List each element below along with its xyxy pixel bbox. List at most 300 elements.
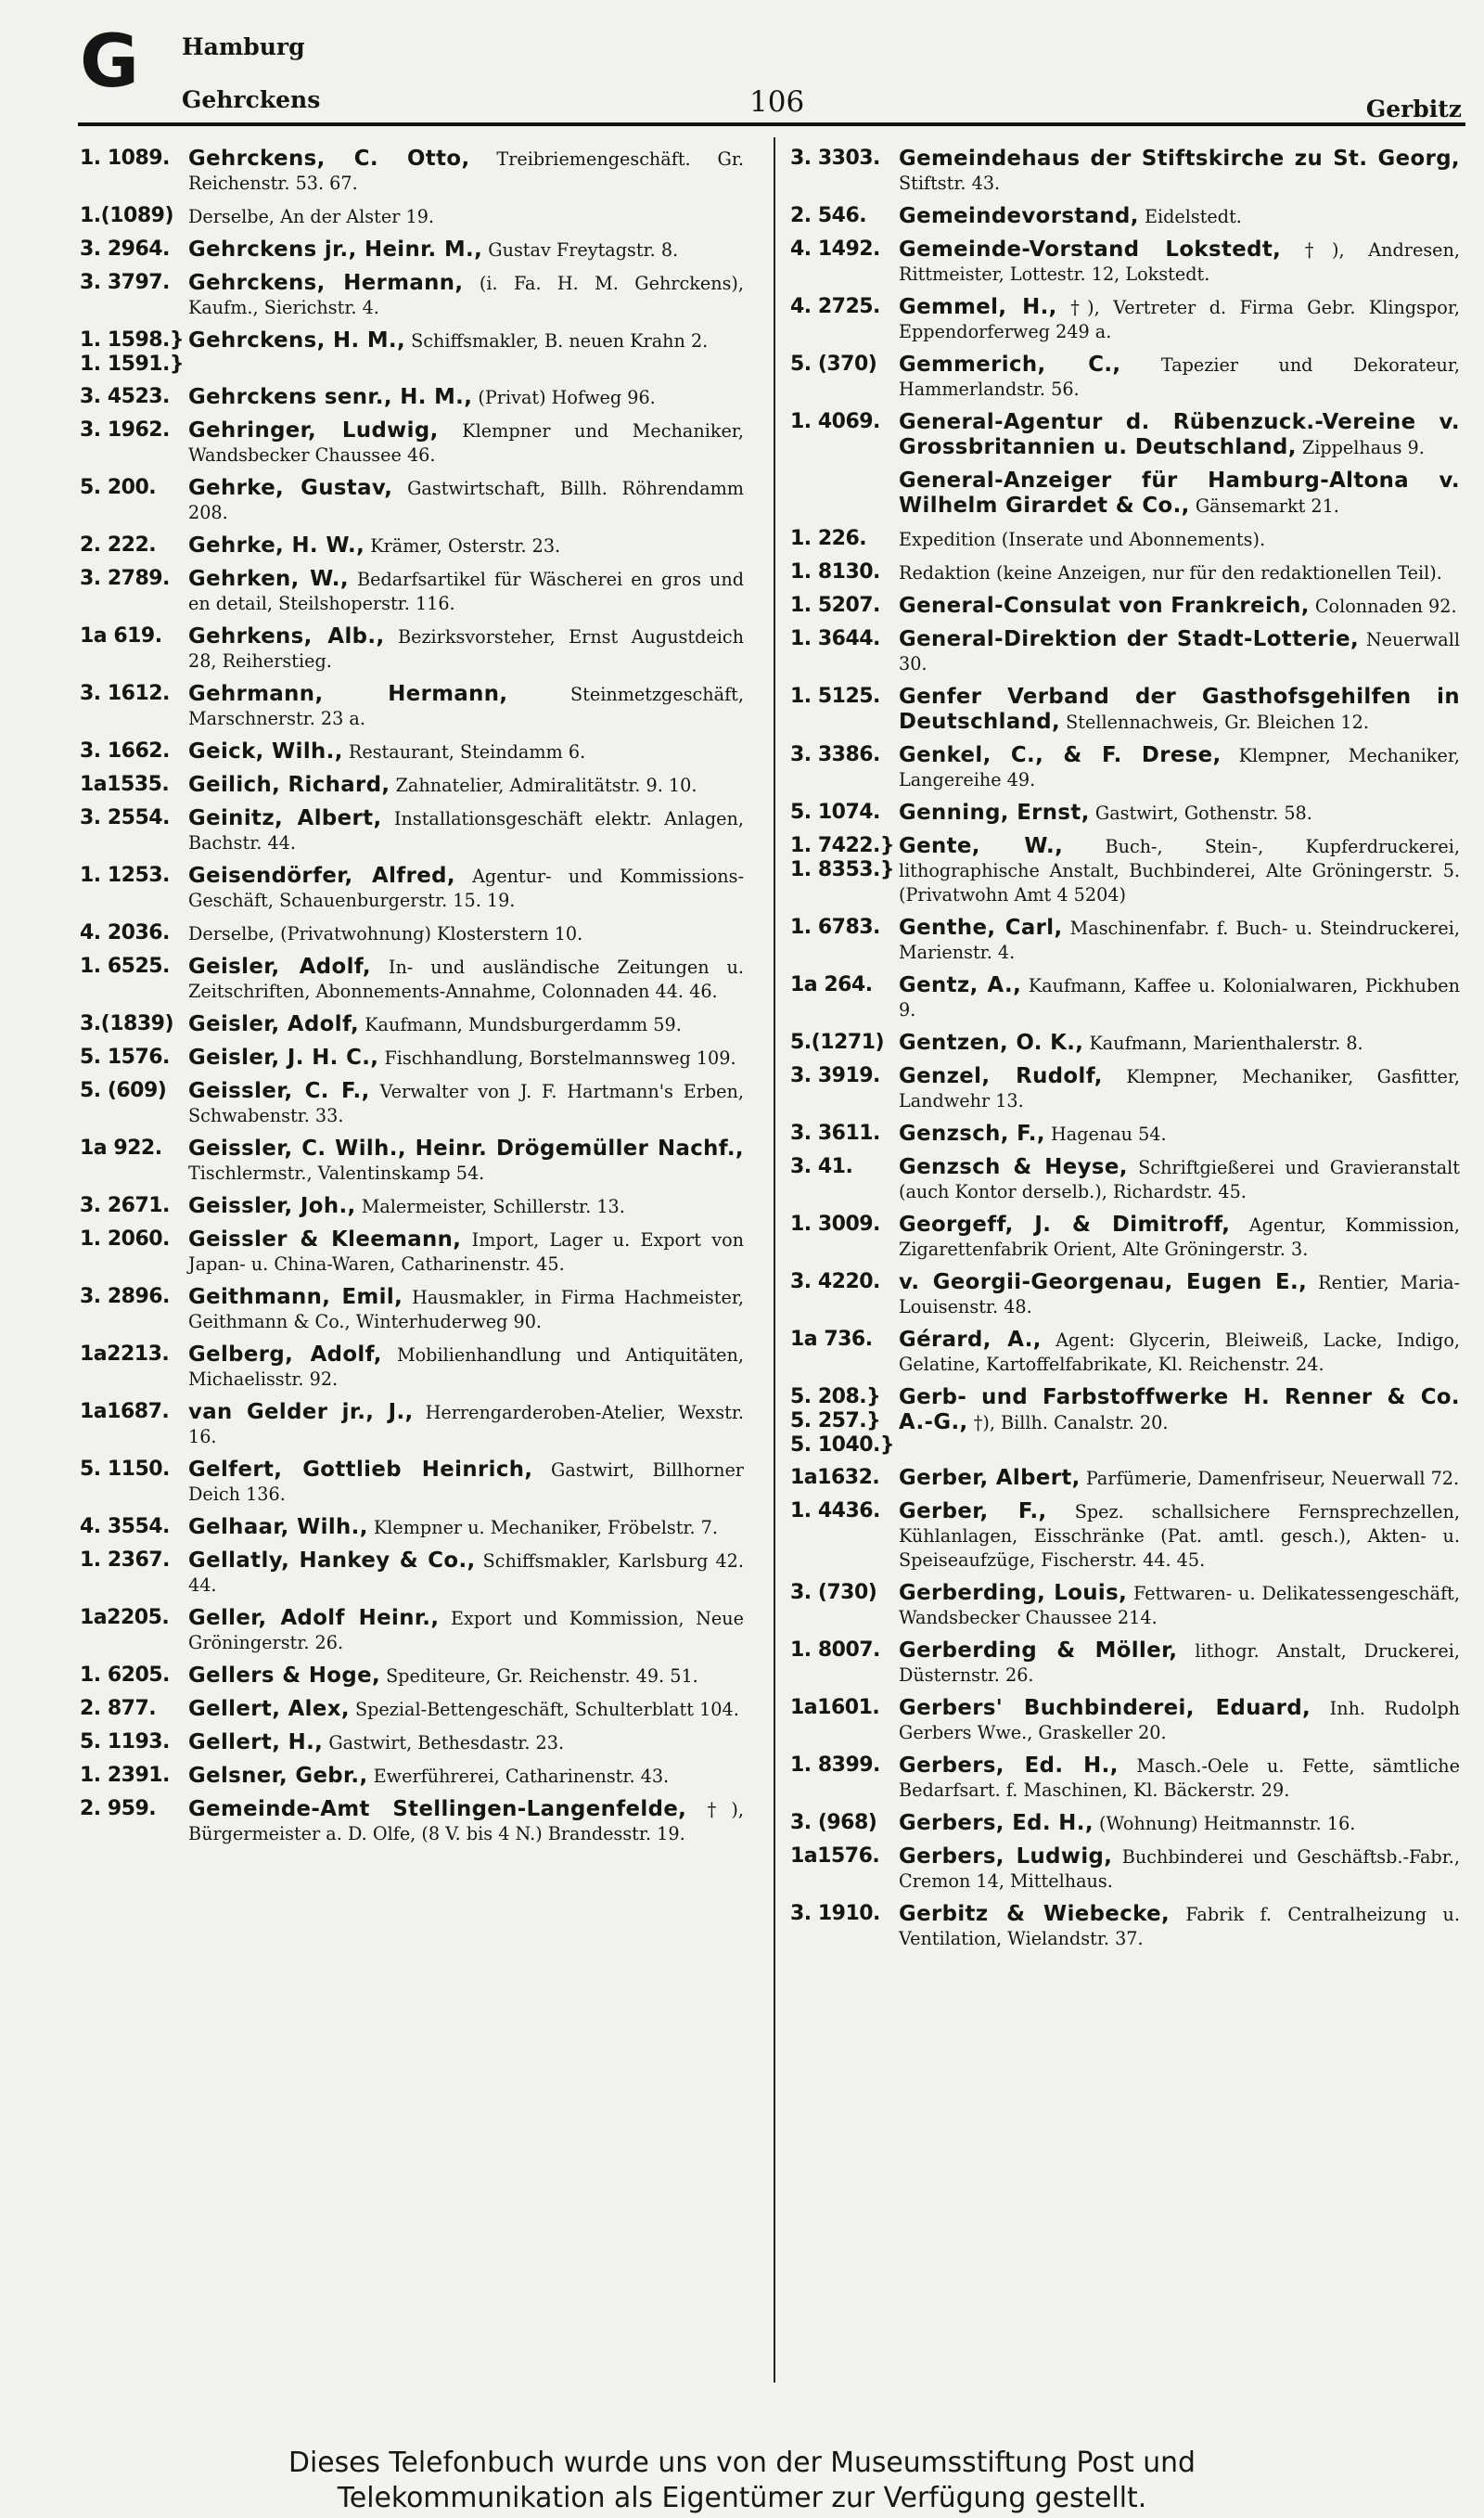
- entry-details: Gastwirt, Bethesdastr. 23.: [328, 1732, 565, 1754]
- directory-entry: [790, 1031, 1467, 1056]
- entry-details: Installationsgeschäft elektr. Anlagen, Bachstr. 44.: [188, 808, 744, 854]
- phone-number: 2. 959.: [80, 1797, 157, 1820]
- phone-number: 3. (968): [790, 1811, 877, 1834]
- entry-name: Geick, Wilh.,: [188, 739, 343, 764]
- entry-name: Gentzen, O. K.,: [899, 1031, 1084, 1055]
- phone-number: 1. 6205.: [80, 1664, 170, 1687]
- entry-name: Geilich, Richard,: [188, 773, 390, 797]
- directory-entry: [790, 1270, 1467, 1319]
- phone-number: 1. 5207.: [790, 594, 880, 617]
- directory-entry: [80, 1194, 751, 1219]
- directory-entry: [790, 1638, 1467, 1688]
- entry-name: Gerbitz & Wiebecke,: [899, 1902, 1171, 1926]
- directory-entry: [80, 1012, 751, 1037]
- entry-text: [899, 834, 1467, 907]
- entry-text: [899, 1638, 1467, 1688]
- entry-name: Genfer Verband der Gasthofsgehilfen in Deutschland,: [899, 685, 1460, 734]
- directory-entry: [80, 418, 751, 468]
- phone-number: 1a1576.: [790, 1844, 880, 1868]
- directory-entry: [790, 594, 1467, 619]
- entry-name: Genkel, C., & F. Drese,: [899, 743, 1222, 767]
- directory-entry: [790, 204, 1467, 229]
- entry-details: Spez. schallsichere Fernsprechzellen, Kühlanlagen, Eisschränke (Pat. amtl. gesch.), Akten- u. Speiseaufzüge, Fischerstr. 44. 45.: [899, 1501, 1460, 1571]
- entry-details: Klempner u. Mechaniker, Fröbelstr. 7.: [373, 1517, 718, 1538]
- directory-entry: [80, 1548, 751, 1598]
- phone-number: 5. (370): [790, 353, 877, 376]
- phone-number: 3.(1839): [80, 1012, 174, 1035]
- entry-text: [899, 627, 1467, 676]
- entry-name: Genzsch, F.,: [899, 1122, 1045, 1146]
- entry-details: Schriftgießerei und Gravieranstalt (auch Kontor derselb.), Richardstr. 45.: [899, 1157, 1461, 1202]
- entry-text: [899, 1696, 1467, 1745]
- directory-entry: [790, 685, 1467, 735]
- entry-details: Gastwirt, Gothenstr. 58.: [1094, 803, 1312, 824]
- entry-text: [188, 1012, 751, 1037]
- entry-details: Import, Lager u. Export von Japan- u. China-Waren, Catharinenstr. 45.: [188, 1229, 744, 1275]
- entry-details: Klempner, Mechaniker, Gasfitter, Landwehr 13.: [899, 1066, 1460, 1111]
- phone-number: 3. 2554.: [80, 806, 170, 829]
- entry-details: Masch.-Oele u. Fette, sämtliche Bedarfsart. f. Maschinen, Kl. Bäckerstr. 29.: [899, 1755, 1460, 1801]
- entry-text: [188, 1079, 751, 1128]
- phone-number: 1. 2367.: [80, 1548, 170, 1572]
- entry-details: Hausmakler, in Firma Hachmeister, Geithmann & Co., Winterhuderweg 90.: [188, 1287, 744, 1332]
- phone-number: 1. 4069.: [790, 410, 880, 433]
- phone-number: 1a 922.: [80, 1137, 162, 1160]
- entry-text: [188, 1400, 751, 1449]
- right-column: [790, 147, 1467, 2373]
- phone-number: 1. 1253.: [80, 864, 170, 887]
- entry-text: [188, 1664, 751, 1689]
- entry-details: (Wohnung) Heitmannstr. 16.: [1099, 1813, 1356, 1834]
- directory-entry: [790, 238, 1467, 287]
- entry-details: Rentier, Maria-Louisenstr. 48.: [899, 1272, 1460, 1317]
- directory-entry: [80, 1079, 751, 1128]
- entry-text: [188, 1046, 751, 1071]
- entry-text: [188, 1797, 751, 1846]
- entry-name: Geller, Adolf Heinr.,: [188, 1606, 440, 1630]
- phone-number: 3. (730): [790, 1581, 877, 1604]
- directory-entry: [790, 560, 1467, 585]
- directory-entry: [80, 1227, 751, 1277]
- entry-text: [899, 1754, 1467, 1803]
- entry-details: Verwalter von J. F. Hartmann's Erben, Schwabenstr. 33.: [188, 1081, 744, 1126]
- phone-number: 4. 2725.: [790, 295, 880, 318]
- entry-text: [899, 1270, 1467, 1319]
- entry-details: Kaufmann, Mundsburgerdamm 59.: [365, 1014, 682, 1035]
- entry-name: Gemeinde-Vorstand Lokstedt,: [899, 238, 1282, 262]
- entry-text: [188, 1730, 751, 1755]
- entry-details: Zahnatelier, Admiralitätstr. 9. 10.: [395, 775, 697, 796]
- entry-name: Gehringer, Ludwig,: [188, 418, 439, 443]
- entry-name: Gerbers, Ed. H.,: [899, 1811, 1094, 1835]
- entry-text: [899, 916, 1467, 965]
- directory-entry: [790, 801, 1467, 826]
- entry-details: Neuerwall 30.: [899, 629, 1460, 674]
- phone-number: 5. 1576.: [80, 1046, 170, 1069]
- entry-text: [899, 527, 1467, 552]
- left-column: [80, 147, 751, 2373]
- entry-details: Fischhandlung, Borstelmannsweg 109.: [384, 1047, 736, 1069]
- directory-entry: [80, 1458, 751, 1507]
- directory-entry: [80, 238, 751, 263]
- entry-name: Gehrckens, C. Otto,: [188, 147, 470, 171]
- directory-entry: [80, 773, 751, 798]
- entry-details: Expedition (Inserate und Abonnements).: [899, 529, 1266, 550]
- phone-number: 1. 2060.: [80, 1227, 170, 1251]
- entry-text: [188, 1697, 751, 1722]
- entry-name: Gehrckens, Hermann,: [188, 271, 464, 295]
- entry-text: [899, 1499, 1467, 1573]
- directory-entry: [790, 410, 1467, 460]
- city-heading: Hamburg: [182, 33, 305, 60]
- directory-entry: [80, 1400, 751, 1449]
- entry-name: Gelsner, Gebr.,: [188, 1764, 368, 1788]
- entry-details: Malermeister, Schillerstr. 13.: [361, 1196, 625, 1217]
- entry-details: Stiftstr. 43.: [899, 173, 1001, 194]
- entry-name: Gemmel, H.,: [899, 295, 1057, 319]
- entry-name: Gerbers' Buchbinderei, Eduard,: [899, 1696, 1311, 1720]
- phone-number: 1. 1598.} 1. 1591.}: [80, 328, 185, 376]
- directory-entry: [80, 1515, 751, 1540]
- entry-name: General-Consulat von Frankreich,: [899, 594, 1310, 618]
- entry-details: Agentur, Kommission, Zigarettenfabrik Orient, Alte Gröningerstr. 3.: [899, 1214, 1461, 1260]
- entry-name: Gellers & Hoge,: [188, 1664, 381, 1688]
- entry-text: [188, 1227, 751, 1277]
- directory-entry: [80, 921, 751, 946]
- phone-number: 3. 3611.: [790, 1122, 880, 1145]
- entry-name: Geissler, C. Wilh., Heinr. Drögemüller Nachf.,: [188, 1137, 744, 1161]
- directory-entry: [80, 476, 751, 525]
- entry-name: Gerberding, Louis,: [899, 1581, 1128, 1605]
- entry-name: Geithmann, Emil,: [188, 1285, 403, 1309]
- phone-number: 1a1687.: [80, 1400, 170, 1423]
- phone-number: 1a 619.: [80, 624, 162, 648]
- footer-notice: [0, 2438, 1484, 2518]
- phone-number: 3. 2789.: [80, 567, 170, 590]
- entry-name: General-Anzeiger für Hamburg-Altona v. Wilhelm Girardet & Co.,: [899, 469, 1460, 518]
- entry-details: Krämer, Osterstr. 23.: [370, 535, 561, 557]
- directory-entry: [790, 1754, 1467, 1803]
- directory-entry: [80, 1285, 751, 1334]
- entry-details: Mobilienhandlung und Antiquitäten, Michaelisstr. 92.: [188, 1344, 744, 1390]
- entry-name: Geisler, Adolf,: [188, 1012, 360, 1036]
- directory-entry: [80, 204, 751, 229]
- directory-entry: [80, 682, 751, 731]
- phone-number: 3. 3797.: [80, 271, 170, 294]
- entry-name: van Gelder jr., J.,: [188, 1400, 414, 1424]
- directory-entry: [790, 1155, 1467, 1204]
- entry-name: Gemmerich, C.,: [899, 353, 1121, 377]
- directory-entry: [790, 353, 1467, 402]
- entry-text: [899, 801, 1467, 826]
- entry-name: Gehrckens jr., Heinr. M.,: [188, 238, 483, 262]
- entry-details: Stellennachweis, Gr. Bleichen 12.: [1066, 712, 1369, 733]
- phone-number: 1. 5125.: [790, 685, 880, 708]
- phone-number: 5. 208.} 5. 257.} 5. 1040.}: [790, 1385, 895, 1457]
- phone-number: 1a 736.: [790, 1328, 873, 1351]
- directory-entry: [80, 271, 751, 320]
- directory-entry: [80, 739, 751, 764]
- directory-entry: [80, 955, 751, 1004]
- directory-entry: [80, 147, 751, 196]
- entry-text: [188, 921, 751, 946]
- entry-text: [188, 1343, 751, 1392]
- entry-name: Gellert, H.,: [188, 1730, 324, 1754]
- entry-text: [899, 147, 1467, 196]
- directory-entry: [790, 916, 1467, 965]
- directory-entry: [80, 864, 751, 913]
- phone-number: 1a2213.: [80, 1343, 170, 1366]
- entry-text: [188, 773, 751, 798]
- directory-entry: [790, 1466, 1467, 1491]
- directory-entry: [80, 1797, 751, 1846]
- phone-number: 1. 6783.: [790, 916, 880, 939]
- phone-number: 4. 1492.: [790, 238, 880, 261]
- entry-text: [188, 1606, 751, 1655]
- entry-name: Gehrken, W.,: [188, 567, 349, 591]
- directory-entry: [80, 1697, 751, 1722]
- entry-details: Bezirksvorsteher, Ernst Augustdeich 28, Reiherstieg.: [188, 626, 744, 672]
- entry-text: [188, 328, 751, 353]
- entry-name: Gemeindehaus der Stiftskirche zu St. Georg,: [899, 147, 1460, 171]
- phone-number: 1. 2391.: [80, 1764, 170, 1787]
- entry-text: [899, 469, 1467, 519]
- entry-details: Bedarfsartikel für Wäscherei en gros und en detail, Steilshoperstr. 116.: [188, 569, 745, 614]
- phone-number: 4. 3554.: [80, 1515, 170, 1538]
- entry-name: Geissler & Kleemann,: [188, 1227, 462, 1252]
- entry-text: [188, 385, 751, 410]
- entry-text: [899, 685, 1467, 735]
- phone-number: 1a1632.: [790, 1466, 880, 1489]
- footer-line-1: Dieses Telefonbuch wurde uns von der Museumsstiftung Post und: [288, 2447, 1196, 2479]
- directory-entry: [790, 1122, 1467, 1147]
- directory-entry: [80, 624, 751, 674]
- entry-text: [899, 973, 1467, 1022]
- entry-details: Fettwaren- u. Delikatessengeschäft, Wandsbecker Chaussee 214.: [899, 1583, 1460, 1628]
- entry-name: Gellert, Alex,: [188, 1697, 350, 1721]
- directory-entry: [80, 328, 751, 377]
- entry-text: [899, 1155, 1467, 1204]
- entry-text: [899, 295, 1467, 344]
- phone-number: 2. 546.: [790, 204, 867, 227]
- entry-details: lithogr. Anstalt, Druckerei, Düsternstr. 26.: [899, 1640, 1460, 1686]
- directory-entry: [790, 834, 1467, 907]
- entry-details: Eidelstedt.: [1144, 206, 1242, 227]
- entry-details: Kaufmann, Kaffee u. Kolonialwaren, Pickhuben 9.: [899, 975, 1460, 1021]
- phone-number: 3. 2896.: [80, 1285, 170, 1308]
- entry-text: [188, 567, 751, 616]
- entry-details: Agent: Glycerin, Bleiweiß, Lacke, Indigo, Gelatine, Kartoffelfabrikate, Kl. Reichenstr. 24.: [899, 1330, 1460, 1375]
- entry-details: Buch-, Stein-, Kupferdruckerei, lithographische Anstalt, Buchbinderei, Alte Gröningerstr. 5. (Privatwohn Amt 4 5204): [899, 836, 1460, 906]
- entry-details: Herrengarderoben-Atelier, Wexstr. 16.: [188, 1402, 744, 1447]
- entry-text: [188, 476, 751, 525]
- entry-name: General-Agentur d. Rübenzuck.-Vereine v. Grossbritannien u. Deutschland,: [899, 410, 1460, 459]
- phone-number: 1. 6525.: [80, 955, 170, 978]
- entry-name: v. Georgii-Georgenau, Eugen E.,: [899, 1270, 1308, 1294]
- entry-text: [188, 1194, 751, 1219]
- directory-entry: [790, 1328, 1467, 1377]
- entry-details: Klempner, Mechaniker, Langereihe 49.: [899, 745, 1460, 790]
- entry-text: [188, 238, 751, 263]
- entry-details: Gastwirtschaft, Billh. Röhrendamm 208.: [188, 478, 744, 523]
- entry-details: Redaktion (keine Anzeigen, nur für den redaktionellen Teil).: [899, 562, 1442, 584]
- entry-name: Gemeinde-Amt Stellingen-Langenfelde,: [188, 1797, 687, 1821]
- entry-name: Gerber, F.,: [899, 1499, 1047, 1523]
- entry-text: [188, 533, 751, 559]
- phone-number: 5. 1150.: [80, 1458, 170, 1481]
- entry-name: Gehrkens, Alb.,: [188, 624, 385, 649]
- entry-details: Ewerführerei, Catharinenstr. 43.: [373, 1766, 670, 1787]
- entry-name: Gehrke, Gustav,: [188, 476, 393, 500]
- directory-entry: [80, 533, 751, 559]
- entry-name: General-Direktion der Stadt-Lotterie,: [899, 627, 1360, 651]
- entry-details: Agentur- und Kommissions-Geschäft, Schauenburgerstr. 15. 19.: [188, 866, 744, 911]
- entry-text: [899, 1811, 1467, 1836]
- entry-details: Spediteure, Gr. Reichenstr. 49. 51.: [386, 1665, 698, 1687]
- entry-details: Steinmetzgeschäft, Marschnerstr. 23 a.: [188, 684, 744, 729]
- phone-number: 3. 1910.: [790, 1902, 880, 1925]
- first-entry-word: Gehrckens: [182, 86, 321, 113]
- entry-text: [899, 1122, 1467, 1147]
- entry-details: (i. Fa. H. M. Gehrckens), Kaufm., Sierichstr. 4.: [188, 273, 745, 318]
- directory-entry: [80, 1664, 751, 1689]
- entry-details: Colonnaden 92.: [1314, 596, 1457, 617]
- entry-name: Gentz, A.,: [899, 973, 1022, 997]
- entry-details: Klempner und Mechaniker, Wandsbecker Chaussee 46.: [188, 420, 744, 466]
- entry-name: Gehrke, H. W.,: [188, 533, 365, 558]
- directory-entry: [790, 1696, 1467, 1745]
- phone-number: 5. (609): [80, 1079, 167, 1102]
- entry-details: †), Billh. Canalstr. 20.: [973, 1412, 1169, 1433]
- entry-details: Buchbinderei und Geschäftsb.-Fabr., Cremon 14, Mittelhaus.: [899, 1846, 1460, 1892]
- entry-details: Schiffsmakler, Karlsburg 42. 44.: [188, 1550, 744, 1596]
- entry-details: Derselbe, (Privatwohnung) Klosterstern 10.: [188, 923, 583, 944]
- directory-entry: [790, 469, 1467, 519]
- entry-details: Maschinenfabr. f. Buch- u. Steindruckerei, Marienstr. 4.: [899, 918, 1461, 963]
- entry-details: Tischlermstr., Valentinskamp 54.: [188, 1163, 485, 1184]
- directory-entry: [790, 1811, 1467, 1836]
- phone-number: 3. 1962.: [80, 418, 170, 442]
- entry-name: Geinitz, Albert,: [188, 806, 382, 830]
- entry-text: [899, 1328, 1467, 1377]
- entry-text: [188, 739, 751, 764]
- entry-details: Parfümerie, Damenfriseur, Neuerwall 72.: [1085, 1468, 1460, 1489]
- directory-entry: [790, 1844, 1467, 1894]
- phone-number: 1. 8130.: [790, 560, 880, 584]
- entry-text: [899, 1385, 1467, 1435]
- entry-text: [899, 1844, 1467, 1894]
- directory-entry: [80, 806, 751, 855]
- directory-entry: [790, 1385, 1467, 1458]
- entry-name: Genzel, Rudolf,: [899, 1064, 1103, 1088]
- phone-number: 5. 1074.: [790, 801, 880, 824]
- entry-details: †), Andresen, Rittmeister, Lottestr. 12, Lokstedt.: [899, 239, 1460, 285]
- entry-name: Gérard, A.,: [899, 1328, 1042, 1352]
- directory-entry: [790, 527, 1467, 552]
- directory-entry: [80, 1343, 751, 1392]
- entry-name: Geissler, Joh.,: [188, 1194, 356, 1218]
- directory-entry: [790, 1213, 1467, 1262]
- entry-name: Gente, W.,: [899, 834, 1064, 858]
- entry-name: Geissler, C. F.,: [188, 1079, 370, 1103]
- phone-number: 1. 3644.: [790, 627, 880, 650]
- page-number: 106: [749, 85, 805, 119]
- directory-entry: [790, 973, 1467, 1022]
- entry-name: Genning, Ernst,: [899, 801, 1090, 825]
- entry-name: Genthe, Carl,: [899, 916, 1063, 940]
- entry-name: Gellatly, Hankey & Co.,: [188, 1548, 476, 1573]
- directory-entry: [790, 295, 1467, 344]
- column-divider: [774, 137, 775, 2383]
- entry-details: Zippelhaus 9.: [1301, 437, 1425, 458]
- entry-details: Hagenau 54.: [1051, 1124, 1167, 1145]
- entry-name: Gelberg, Adolf,: [188, 1343, 382, 1367]
- entry-text: [899, 1064, 1467, 1113]
- entry-name: Gerberding & Möller,: [899, 1638, 1178, 1663]
- entry-text: [899, 1213, 1467, 1262]
- phone-number: 3. 2671.: [80, 1194, 170, 1217]
- phone-number: 3. 41.: [790, 1155, 853, 1178]
- directory-entry: [80, 1764, 751, 1789]
- entry-text: [188, 147, 751, 196]
- entry-name: Georgeff, J. & Dimitroff,: [899, 1213, 1231, 1237]
- footer-line-2: Telekommunikation als Eigentümer zur Verfügung gestellt.: [337, 2482, 1147, 2514]
- phone-number: 1. 8007.: [790, 1638, 880, 1662]
- entry-text: [188, 1515, 751, 1540]
- phone-number: 1. 4436.: [790, 1499, 880, 1522]
- directory-entry: [790, 1064, 1467, 1113]
- entry-text: [899, 560, 1467, 585]
- phone-number: 3. 2964.: [80, 238, 170, 261]
- phone-number: 3. 1662.: [80, 739, 170, 763]
- entry-text: [899, 1581, 1467, 1630]
- entry-text: [899, 594, 1467, 619]
- entry-text: [188, 1458, 751, 1507]
- entry-text: [188, 1137, 751, 1186]
- phone-number: 1a2205.: [80, 1606, 170, 1629]
- entry-details: Spezial-Bettengeschäft, Schulterblatt 104.: [355, 1699, 739, 1720]
- entry-text: [188, 1764, 751, 1789]
- entry-name: Gelhaar, Wilh.,: [188, 1515, 368, 1539]
- entry-details: Treibriemengeschäft. Gr. Reichenstr. 53. 67.: [188, 148, 744, 194]
- directory-entry: [80, 567, 751, 616]
- entry-text: [188, 864, 751, 913]
- directory-entry: [80, 385, 751, 410]
- section-letter: G: [80, 20, 140, 104]
- phone-number: 1a1535.: [80, 773, 170, 796]
- directory-entry: [80, 1606, 751, 1655]
- entry-details: Restaurant, Steindamm 6.: [348, 741, 586, 763]
- directory-entry: [790, 1499, 1467, 1573]
- entry-name: Gehrckens senr., H. M.,: [188, 385, 473, 409]
- entry-text: [899, 743, 1467, 792]
- phone-number: 1a1601.: [790, 1696, 880, 1719]
- phone-number: 3. 3303.: [790, 147, 880, 170]
- entry-name: Geisler, Adolf,: [188, 955, 371, 979]
- entry-details: Kaufmann, Marienthalerstr. 8.: [1089, 1033, 1363, 1054]
- entry-text: [188, 418, 751, 468]
- entry-text: [899, 1466, 1467, 1491]
- phone-number: 2. 877.: [80, 1697, 157, 1720]
- phone-number: 1a 264.: [790, 973, 873, 996]
- directory-entry: [80, 1137, 751, 1186]
- entry-text: [188, 806, 751, 855]
- entry-text: [899, 238, 1467, 287]
- phone-number: 1.(1089): [80, 204, 174, 227]
- entry-text: [899, 410, 1467, 460]
- entry-name: Gerbers, Ludwig,: [899, 1844, 1113, 1869]
- phone-number: 5. 200.: [80, 476, 157, 499]
